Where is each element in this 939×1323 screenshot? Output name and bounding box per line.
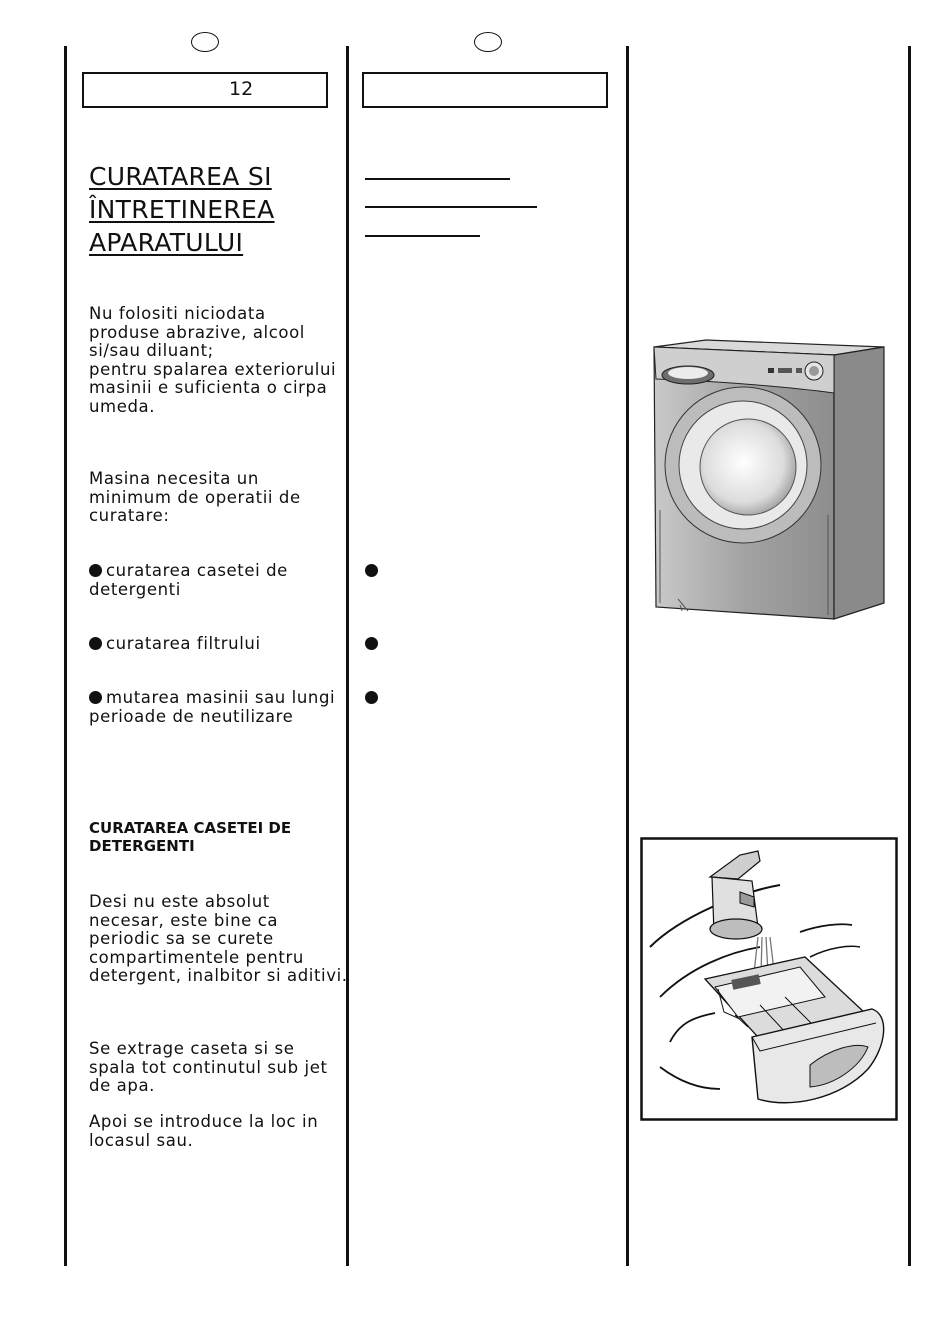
heading-line: CURATAREA CASETEI DE <box>89 819 292 837</box>
page-number-box-right <box>362 72 608 108</box>
text-line: necesar, este bine ca <box>89 910 279 930</box>
text-line: Masina necesita un <box>89 469 259 488</box>
page-number-box-left <box>82 72 328 108</box>
title-line: ÎNTRETINEREA <box>89 195 275 224</box>
bullet-icon <box>365 691 378 704</box>
bullet-icon <box>365 564 378 577</box>
bullet-icon <box>365 637 378 650</box>
bullet-text: mutarea masinii sau lungi <box>106 688 336 707</box>
text-line: compartimentele pentru <box>89 947 304 967</box>
text-line: Apoi se introduce la loc in <box>89 1112 319 1131</box>
text-line: locasul sau. <box>89 1130 194 1150</box>
minimum-paragraph <box>89 470 301 526</box>
text-line: masinii e suficienta o cirpa <box>89 378 328 397</box>
bullet-icon <box>89 564 102 577</box>
bullet-item-filter <box>89 635 261 654</box>
washing-machine-illustration <box>648 335 890 625</box>
text-line: produse abrazive, alcool <box>89 322 305 342</box>
text-line: minimum de operatii de <box>89 487 301 507</box>
drawer-paragraph <box>89 893 348 986</box>
text-line: Nu folositi niciodata <box>89 304 266 323</box>
text-line: Se extrage caseta si se <box>89 1039 295 1058</box>
blank-title-line-2 <box>365 206 537 208</box>
bullet-text: curatarea filtrului <box>106 634 261 653</box>
bullet-text: detergenti <box>89 579 181 599</box>
right-margin-rule <box>908 46 911 1266</box>
title-line: APARATULUI <box>89 228 244 257</box>
bullet-item-moving <box>89 689 335 726</box>
text-line: spala tot continutul sub jet <box>89 1057 328 1077</box>
text-line: detergent, inalbitor si aditivi. <box>89 966 348 985</box>
text-line: curatare: <box>89 506 170 525</box>
title-line: CURATAREA SI <box>89 162 272 191</box>
left-margin-rule <box>64 46 67 1266</box>
column-divider-2 <box>626 46 629 1266</box>
heading-line: DETERGENTI <box>89 837 195 855</box>
text-line: de apa. <box>89 1076 156 1095</box>
detergent-drawer-under-tap-illustration <box>640 837 898 1121</box>
bullet-icon <box>89 637 102 650</box>
extract-paragraph <box>89 1040 328 1096</box>
language-circle-right <box>474 32 502 52</box>
reinsert-paragraph <box>89 1113 318 1150</box>
text-line: si/sau diluant; <box>89 341 214 360</box>
intro-paragraph <box>89 305 336 416</box>
text-line: umeda. <box>89 396 156 416</box>
blank-title-line-3 <box>365 235 480 237</box>
language-circle-left <box>191 32 219 52</box>
subsection-heading <box>89 819 291 855</box>
page-number: 12 <box>229 78 254 100</box>
text-line: periodic sa se curete <box>89 929 274 948</box>
text-line: Desi nu este absolut <box>89 892 270 911</box>
bullet-text: curatarea casetei de <box>106 561 288 580</box>
bullet-text: perioade de neutilizare <box>89 706 294 726</box>
section-title <box>89 160 275 259</box>
text-line: pentru spalarea exteriorului <box>89 359 337 379</box>
bullet-icon <box>89 691 102 704</box>
bullet-item-drawer <box>89 562 288 599</box>
blank-title-line-1 <box>365 178 510 180</box>
column-divider-1 <box>346 46 349 1266</box>
